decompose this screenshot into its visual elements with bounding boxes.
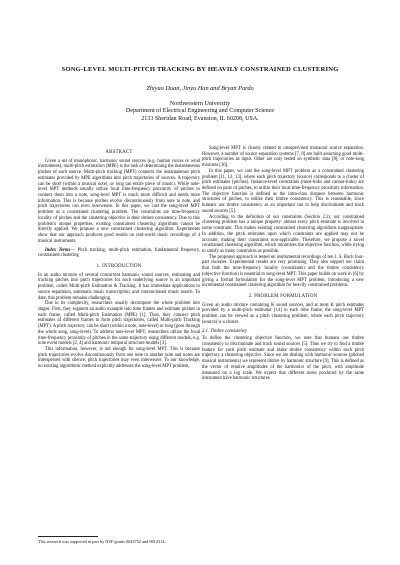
footnote	[38, 536, 200, 544]
body-paragraph: In this paper, we cast the song-level MPT problem as a constrained clustering problem [11, 12, 13], where each pitch trajectory (source) corresponds to a cluster of pitch estimates (pitches). Instance-level constraints (must-links and cannot-links) are defined on pairs of pitches, to utilize their local time-frequency proximity information. The objective function is defined as the intra-class distance between harmonic structures of pitches, to utilize their timbre consistency. This is reasonable, since humans use timbre consistency as an important cue to help discriminate and track sound sources [5].	[202, 168, 364, 214]
abstract-text: Given a set of monophonic, harmonic sound sources (e.g. human voices or wind instruments), multi-pitch estimation (MPE) is the task of determining the instantaneous pitches of each source. Multi-pitch tracking (MPT) connects the instantaneous pitch estimates provided by MPE algorithms into pitch trajectories of sources. A trajectory can be short (within a musical note), or long (an entire piece of music). While note-level MPT methods usually utilize local time-frequency proximity of pitches to connect them into a note, song-level MPT is much more difficult and needs more information. This is because pitches evolve discontinuously from note to note, and pitch trajectories can even interweave. In this paper, we cast the song-level MPT problem as a constrained clustering problem. The constraints are time-frequency locality of pitches and the clustering objective is their timbre consistency. Due to this problem's unique properties, existing constrained clustering algorithms cannot be directly applied. We propose a new constrained clustering algorithm. Experiments show that our approach produces good results on real-world music recordings of 4 musical instruments.	[38, 158, 201, 244]
index-terms-text: — Pitch tracking, multi-pitch estimation, fundamental frequency, constrained clustering	[38, 247, 200, 259]
affiliation-line: Department of Electrical Engineering and Computer Science	[125, 108, 275, 115]
affiliation-line: 2133 Sheridan Road, Evanston, IL 60208, USA.	[141, 115, 259, 122]
footnote-text: This research was supported in part by NSF grants 0643752 and 0812314.	[38, 539, 166, 544]
intro-paragraph: In an audio mixture of several concurrent harmonic sound sources, estimating and tracking pitches into pitch trajectories for each underlying source is an important problem, called Multi-pitch Estimation & Tracking. It has immediate applications to source separation, automatic music transcription, and content-based music search. To date, this problem remains challenging.	[38, 272, 200, 301]
affiliation	[10, 101, 390, 123]
body-paragraph: According to the definition of our constraints (Section 2.2), our constrained clustering problem has a unique property: almost every pitch estimate is involved in some constraint. This makes existing constrained clustering algorithms inappropriate. In addition, the pitch estimates upon which constraints are applied may not be accurate, making their constraints non-applicable. Therefore, we propose a novel constrained clustering algorithm, which minimizes the objective function, while trying to satisfy as many constraints as possible.	[202, 214, 364, 254]
index-terms-label: Index Terms	[45, 247, 71, 253]
left-column	[38, 147, 200, 370]
index-terms	[38, 248, 200, 259]
intro-paragraph: This information, however, is not enough for song-level MPT. This is because pitch trajectories evolve discontinuously from one note to another note and notes are interspersed with silence; pitch trajectories may even interweave. To our knowledge, no existing algorithmic method explicitly addresses the song-level MPT problem,	[38, 347, 200, 370]
body-paragraph: The proposed approach is tested on instrumental recordings of ten J. S. Bach four-part chorales. Experimental results are very promising. They also support our claim that both the time-frequency locality (constraints) and the timbre consistency (objective function) is essential to song-level MPT. This paper builds on work in [6] by giving a formal formulation for the song-level MPT problem, introducing a new incremental constrained clustering algorithm for heavily constrained problems.	[202, 254, 364, 289]
body-paragraph: To define the clustering objective function, we note that humans use timbre consistency to discriminate and track sound sources [5]. Thus we try to find a timbre feature for each pitch estimate and make timbre consistency within each pitch trajectory a clustering objective. Since we are dealing with harmonic sources (pitched musical instruments) we represent timbre by harmonic structure [9]. This is defined as the vector of relative amplitudes of the harmonics of the pitch, with amplitude measured on a log scale. We expect that different notes produced by the same instrument have harmonic structures	[202, 336, 364, 382]
intro-heading: 1. INTRODUCTION	[96, 263, 142, 269]
subsection-heading: 2.1. Timbre consistency	[202, 328, 248, 334]
section-heading: 2. PROBLEM FORMULATION	[248, 293, 318, 299]
authors: Zhiyao Duan, Jinyu Han and Bryan Pardo	[146, 85, 254, 92]
affiliation-line: Northwestern University	[169, 101, 231, 107]
page-title: SONG-LEVEL MULTI-PITCH TRACKING BY HEAVILY CONSTRAINED CLUSTERING	[61, 66, 339, 73]
body-paragraph: Song-level MPT is closely related to unsupervised monaural source separation. However, a number of source separation systems [7, 8] are built assuming good multi-pitch trajectories as input. Other are only tested on synthetic data [8], or note-long mixtures [10].	[202, 146, 364, 169]
footnote-rule	[38, 536, 98, 537]
intro-paragraph: Due to its complexity, researchers usually decompose the whole problem into stages: First, they segment an audio example into time frames and estimate pitches in each frame, called Multi-pitch Estimation (MPE) [1]. Then, they connect pitch estimates of different frames to form pitch trajectories, called Multi-pitch Tracking (MPT). A pitch trajectory can be short (within a note, note-level) or long (goes through the whole song, song-level). To address note-level MPT, researchers utilize the local time-frequency proximity of pitches in the same trajectory using different models, e.g. note event models [2, 4] and harmonic temporal structure models [3].	[38, 301, 200, 347]
body-paragraph: Given an audio mixture containing K sound sources, and at most K pitch estimates provided by a multi-pitch estimator [14] in each time frame, the song-level MPT problem can be viewed as a pitch clustering problem, where each pitch trajectory (source) is a cluster.	[202, 302, 364, 325]
right-column	[202, 146, 364, 382]
abstract-heading: ABSTRACT	[105, 150, 133, 155]
